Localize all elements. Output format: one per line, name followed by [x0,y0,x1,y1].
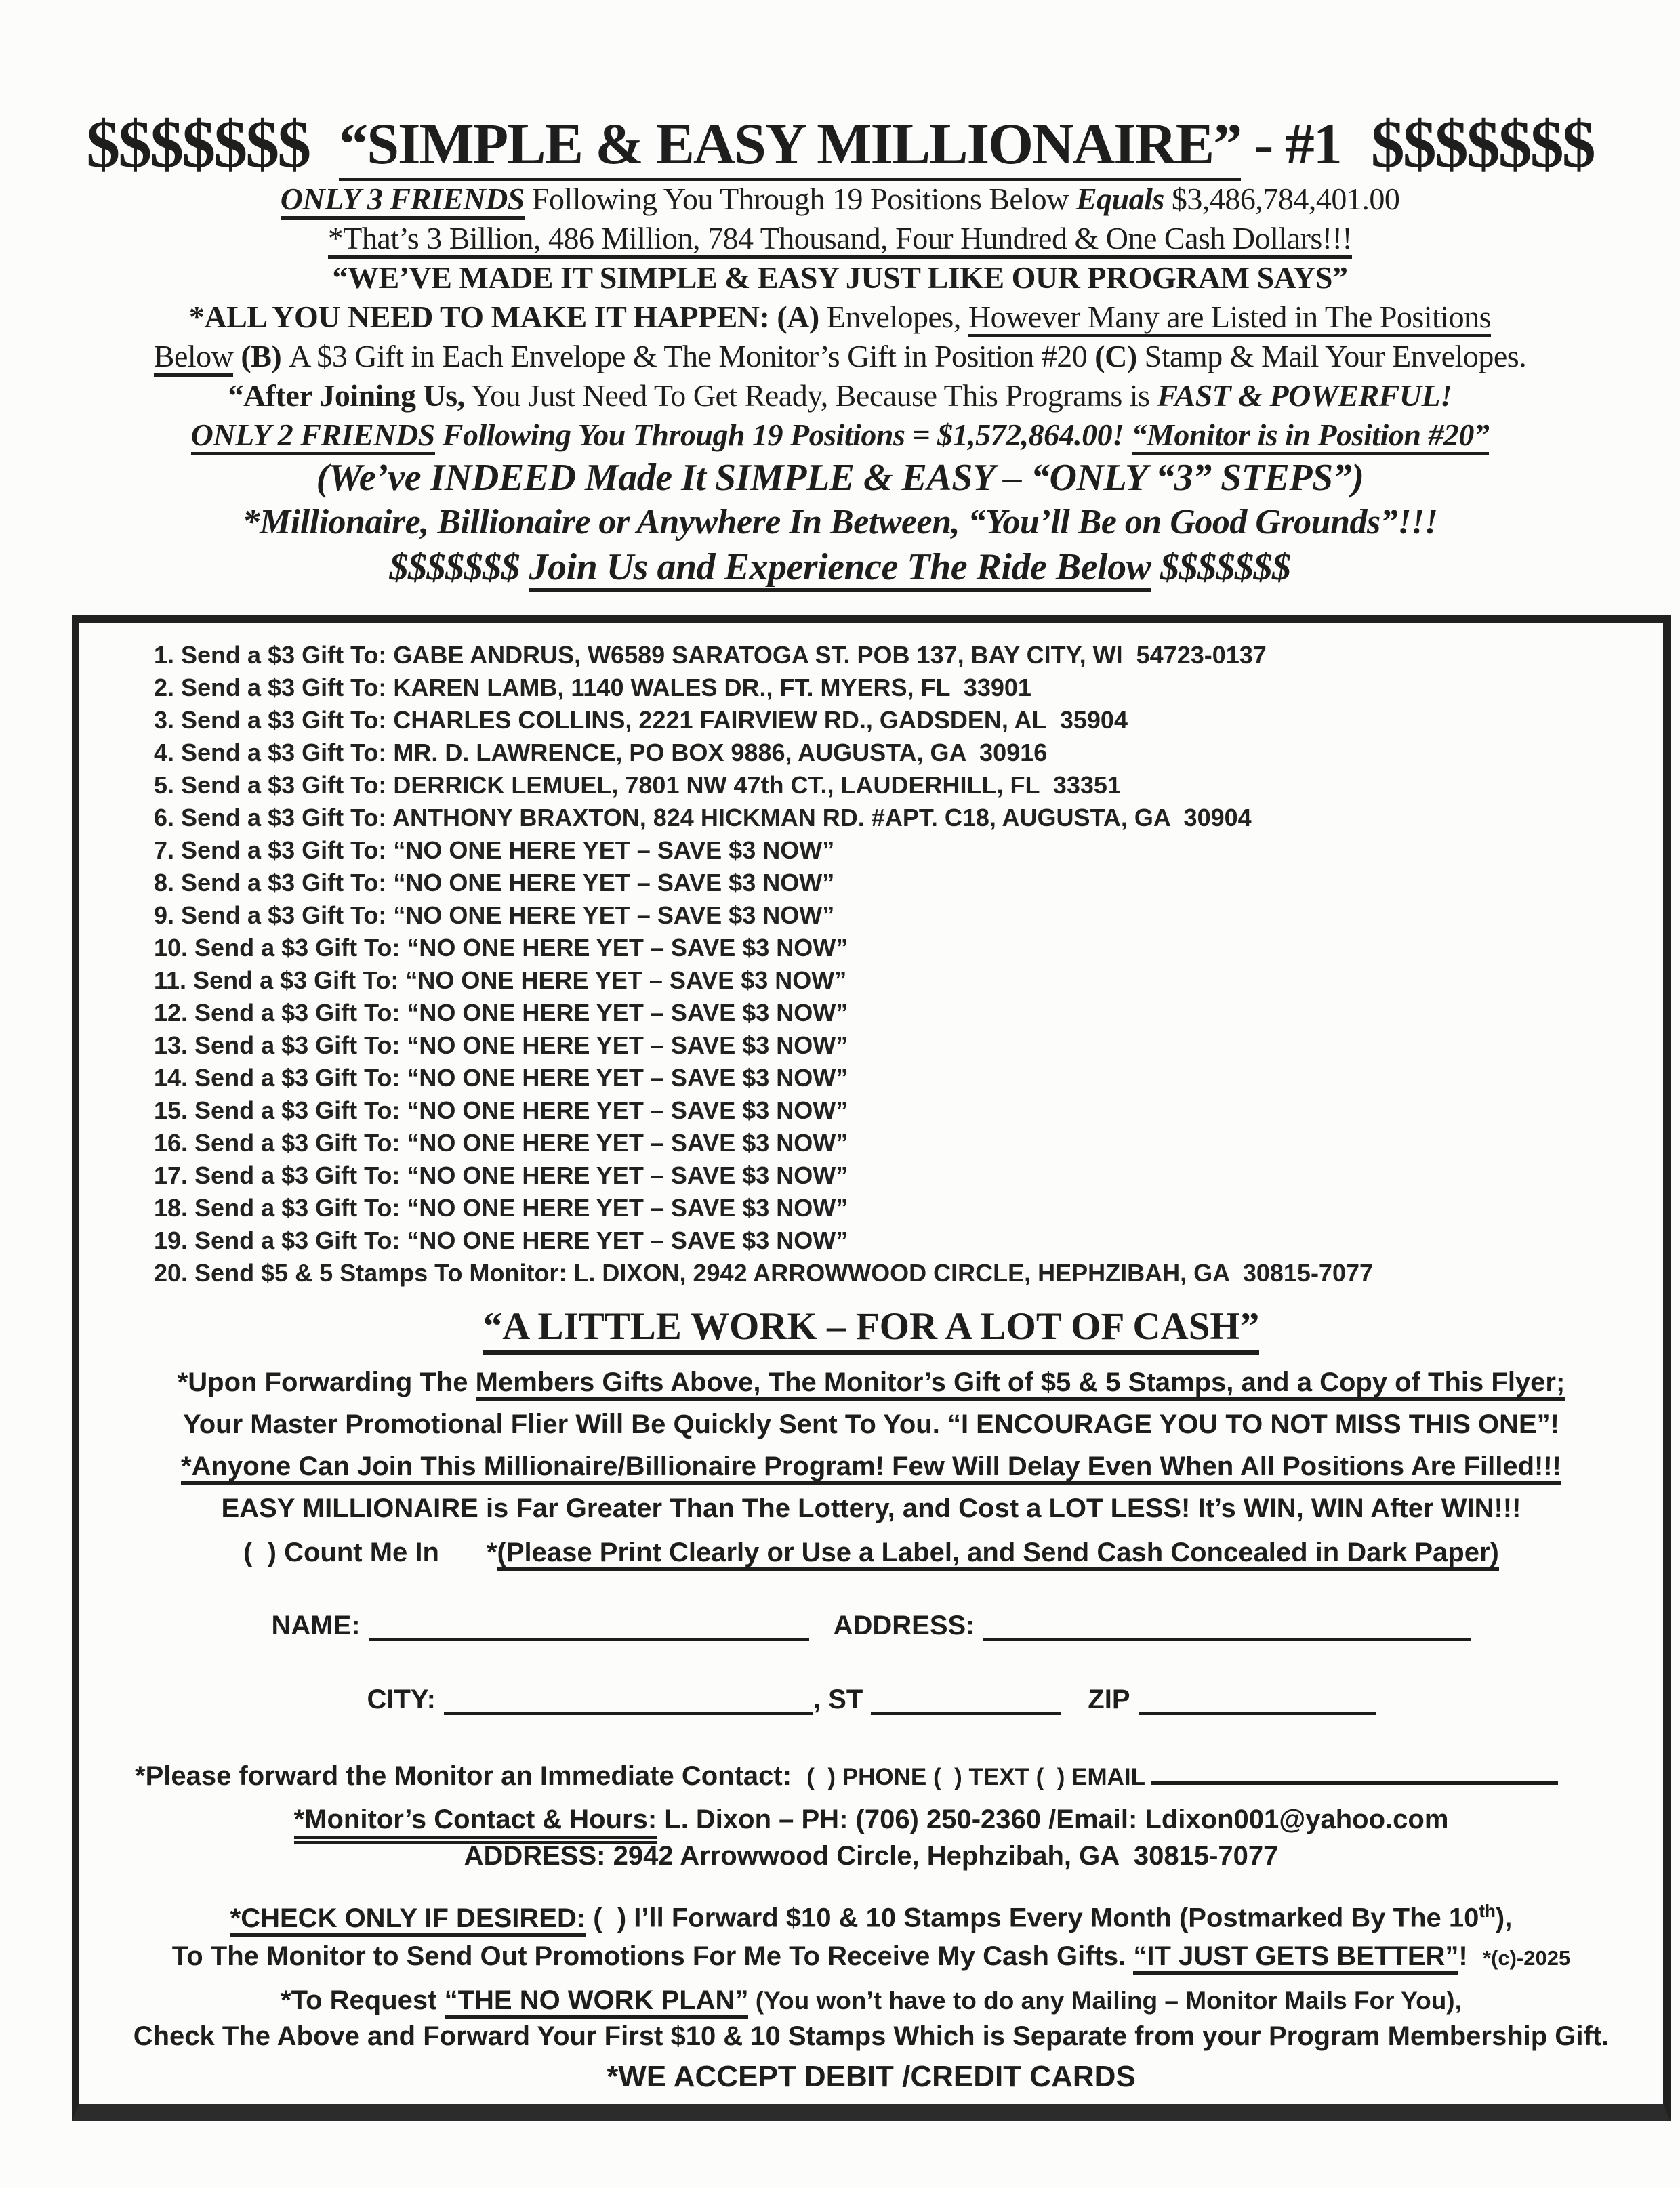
position-text: 9. Send a $3 Gift To: “NO ONE HERE YET – SAVE $3 NOW” [154,901,835,929]
gets-better-line [94,1937,1648,1977]
address-label: ADDRESS: [833,1611,975,1641]
flyer-header [0,108,1680,591]
however-many-text: However Many are Listed in The Positions [968,300,1491,337]
line2-middle-text: Following You Through 19 Positions Below [524,182,1076,216]
st-blank-line [871,1685,1061,1715]
join-dollars-right: $$$$$$$ [1151,546,1291,589]
position-text: 17. Send a $3 Gift To: “NO ONE HERE YET – SAVE $3 NOW” [154,1161,848,1189]
made-it-simple-text: “WE’VE MADE IT SIMPLE & EASY JUST LIKE OUR PROGRAM SAYS” [332,260,1348,295]
header-line-8 [0,415,1680,455]
positions-list [94,639,1648,1289]
forward-stamps-text: ( ) I’ll Forward $10 & 10 Stamps Every Month (Postmarked By The 10 [586,1903,1479,1933]
count-me-in-checkbox: ( ) [243,1537,276,1568]
gets-better-bang: ! [1458,1941,1483,1971]
print-clearly-note: (Please Print Clearly or Use a Label, and Send Cash Concealed in Dark Paper) [497,1537,1499,1571]
immediate-contact-line [94,1754,1648,1794]
anyone-can-join-text: *Anyone Can Join This Millionaire/Billionaire Program! Few Will Delay Even When All Positions Are Filled!!! [181,1451,1561,1485]
header-line-11 [0,544,1680,590]
contact-blank-line [1151,1754,1558,1785]
position-row [154,834,1648,867]
position-text: 8. Send a $3 Gift To: “NO ONE HERE YET – SAVE $3 NOW” [154,868,835,896]
position-text: 2. Send a $3 Gift To: KAREN LAMB, 1140 WALES DR., FT. MYERS, FL 33901 [154,673,1031,701]
good-grounds-text: *Millionaire, Billionaire or Anywhere In Between, “You’ll Be on Good Grounds”!!! [242,502,1438,541]
position-row [154,1029,1648,1062]
position-text: 18. Send a $3 Gift To: “NO ONE HERE YET – SAVE $3 NOW” [154,1193,848,1222]
position-text: 16. Send a $3 Gift To: “NO ONE HERE YET – SAVE $3 NOW” [154,1128,848,1157]
little-work-title-text: “A LITTLE WORK – FOR A LOT OF CASH” [483,1305,1260,1355]
position-row [154,769,1648,802]
title-row [0,108,1680,180]
count-me-in-line [94,1532,1648,1573]
position-row [154,1159,1648,1192]
anyone-can-join-line [94,1445,1648,1487]
envelopes-text: Envelopes, [819,299,968,334]
header-line-7 [0,376,1680,415]
header-line-9 [0,455,1680,501]
line8-middle-text: Following You Through 19 Positions = $1,572,864.00! [434,417,1132,452]
name-blank-line [369,1611,809,1641]
position-text: 13. Send a $3 Gift To: “NO ONE HERE YET – SAVE $3 NOW” [154,1031,848,1059]
address-blank-line [983,1611,1471,1641]
accept-cards-text: *WE ACCEPT DEBIT /CREDIT CARDS [607,2059,1136,2093]
position-row [154,639,1648,672]
gift-in-envelope-text: A $3 Gift in Each Envelope & The Monitor’s Gift in Position #20 [289,338,1095,373]
count-me-in-label: Count Me In [276,1537,439,1568]
position-row [154,899,1648,932]
position-text: 4. Send a $3 Gift To: MR. D. LAWRENCE, PO BOX 9886, AUGUSTA, GA 30916 [154,738,1048,766]
page-title [339,111,1341,177]
join-dollars-left: $$$$$$$ [389,546,529,589]
total-amount-text: $3,486,784,401.00 [1164,182,1400,216]
fast-powerful-text: FAST & POWERFUL! [1157,377,1452,413]
page-title-number: - #1 [1241,111,1341,177]
monitor-contact-value: L. Dixon – PH: (706) 250-2360 /Email: Ldixon001@yahoo.com [657,1804,1449,1835]
monitor-address-text: ADDRESS: 2942 Arrowwood Circle, Hephzibah, GA 30815-7077 [464,1841,1279,1872]
position-row [154,1192,1648,1224]
position-text: 19. Send a $3 Gift To: “NO ONE HERE YET – SAVE $3 NOW” [154,1226,848,1254]
position-text: 11. Send a $3 Gift To: “NO ONE HERE YET – SAVE $3 NOW” [154,966,847,994]
header-line-5 [0,297,1680,337]
zip-label: ZIP [1088,1685,1130,1715]
check-if-desired-line [94,1892,1648,1937]
item-c-label: (C) [1094,338,1137,373]
only-2-friends-text: ONLY 2 FRIENDS [191,417,435,455]
monitor-position-text: “Monitor is in Position #20” [1132,417,1490,455]
upon-forwarding-text: *Upon Forwarding The [177,1367,476,1398]
name-label: NAME: [271,1611,361,1641]
phone-text-email-options: ( ) PHONE ( ) TEXT ( ) EMAIL [806,1764,1152,1791]
forward-stamps-close: ), [1495,1903,1513,1933]
position-row [154,1224,1648,1257]
header-line-4 [0,258,1680,297]
position-text: 20. Send $5 & 5 Stamps To Monitor: L. DIXON, 2942 ARROWWOOD CIRCLE, HEPHZIBAH, GA 30815-7077 [154,1258,1374,1287]
positions-box [72,615,1671,2121]
header-line-6 [0,337,1680,376]
position-row [154,672,1648,704]
billions-breakdown-text: *That’s 3 Billion, 486 Million, 784 Thousand, Four Hundred & One Cash Dollars!!! [328,221,1353,259]
master-flier-text: Your Master Promotional Flier Will Be Quickly Sent To You. “I ENCOURAGE YOU TO NOT MISS THIS ONE”! [182,1409,1559,1440]
position-row [154,867,1648,899]
position-text: 12. Send a $3 Gift To: “NO ONE HERE YET – SAVE $3 NOW” [154,998,848,1027]
below-text: Below [154,339,234,377]
after-joining-text: “After Joining Us, [228,377,465,413]
city-blank-line [444,1685,813,1715]
promotions-text: To The Monitor to Send Out Promotions For Me To Receive My Cash Gifts. [171,1941,1134,1971]
position-row [154,964,1648,997]
copyright-text: *(c)-2025 [1482,1945,1571,1970]
upon-forwarding-line [94,1361,1648,1403]
members-gifts-text: Members Gifts Above, The Monitor’s Gift of $5 & 5 Stamps, and a Copy of This Flyer; [476,1367,1565,1401]
position-row [154,737,1648,769]
immediate-contact-label: *Please forward the Monitor an Immediate Contact: [135,1761,807,1792]
monitor-contact-line [94,1801,1648,1838]
to-request-text: *To Request [281,1985,445,2015]
position-row [154,802,1648,834]
equals-text: Equals [1075,182,1164,216]
monitor-mails-text: (You won’t have to do any Mailing – Monitor Mails For You), [748,1986,1462,2015]
little-work-title [94,1306,1648,1348]
position-row [154,932,1648,964]
position-row [154,1257,1648,1289]
position-row [154,1062,1648,1094]
position-text: 6. Send a $3 Gift To: ANTHONY BRAXTON, 824 HICKMAN RD. #APT. C18, AUGUSTA, GA 30904 [154,803,1252,831]
no-work-plan-text: “THE NO WORK PLAN” [445,1985,749,2019]
header-line-2 [0,180,1680,219]
check-above-line [94,2019,1648,2054]
st-label: , ST [813,1685,863,1715]
monitor-contact-label: *Monitor’s Contact & Hours: [294,1804,657,1844]
accept-cards-line [94,2058,1648,2096]
check-only-label: *CHECK ONLY IF DESIRED: [230,1903,586,1937]
all-you-need-text: *ALL YOU NEED TO MAKE IT HAPPEN: (A) [188,299,819,334]
easy-millionaire-line [94,1487,1648,1529]
stamp-mail-text: Stamp & Mail Your Envelopes. [1136,338,1527,373]
dollar-signs-right: $$$$$$$ [1370,106,1594,182]
position-text: 15. Send a $3 Gift To: “NO ONE HERE YET – SAVE $3 NOW” [154,1096,848,1124]
position-row [154,704,1648,737]
zip-blank-line [1139,1685,1376,1715]
position-text: 5. Send a $3 Gift To: DERRICK LEMUEL, 7801 NW 47th CT., LAUDERHILL, FL 33351 [154,770,1121,799]
check-above-text: Check The Above and Forward Your First $10 & 10 Stamps Which is Separate from your Program Membership Gift. [133,2021,1610,2051]
easy-millionaire-text: EASY MILLIONAIRE is Far Greater Than The Lottery, and Cost a LOT LESS! It’s WIN, WIN After WIN!!! [221,1493,1521,1524]
dollar-signs-left: $$$$$$$ [86,106,310,182]
city-st-zip-row [94,1685,1648,1715]
position-text: 1. Send a $3 Gift To: GABE ANDRUS, W6589 SARATOGA ST. POB 137, BAY CITY, WI 54723-0137 [154,640,1267,669]
position-text: 7. Send a $3 Gift To: “NO ONE HERE YET – SAVE $3 NOW” [154,835,835,864]
position-row [154,1094,1648,1127]
position-row [154,1127,1648,1159]
get-ready-text: You Just Need To Get Ready, Because This Programs is [464,377,1157,413]
position-row [154,997,1648,1029]
note-asterisk: * [486,1537,497,1568]
tenth-superscript: th [1479,1901,1496,1922]
no-work-plan-line [94,1983,1648,2019]
header-line-10 [0,501,1680,544]
item-b-label: (B) [233,338,289,373]
city-label: CITY: [367,1685,436,1715]
position-text: 3. Send a $3 Gift To: CHARLES COLLINS, 2221 FAIRVIEW RD., GADSDEN, AL 35904 [154,705,1128,734]
name-address-row [94,1611,1648,1641]
position-text: 10. Send a $3 Gift To: “NO ONE HERE YET – SAVE $3 NOW” [154,933,848,962]
join-us-text: Join Us and Experience The Ride Below [529,546,1151,592]
indeed-simple-text: (We’ve INDEED Made It SIMPLE & EASY – “ONLY “3” STEPS”) [316,456,1364,499]
header-line-3 [0,219,1680,258]
position-text: 14. Send a $3 Gift To: “NO ONE HERE YET – SAVE $3 NOW” [154,1063,848,1092]
only-3-friends-text: ONLY 3 FRIENDS [281,182,525,220]
gets-better-text: “IT JUST GETS BETTER” [1133,1941,1458,1975]
page-title-quoted: “SIMPLE & EASY MILLIONAIRE” [339,111,1241,181]
master-flier-line [94,1403,1648,1445]
little-work-section [94,1306,1648,1573]
